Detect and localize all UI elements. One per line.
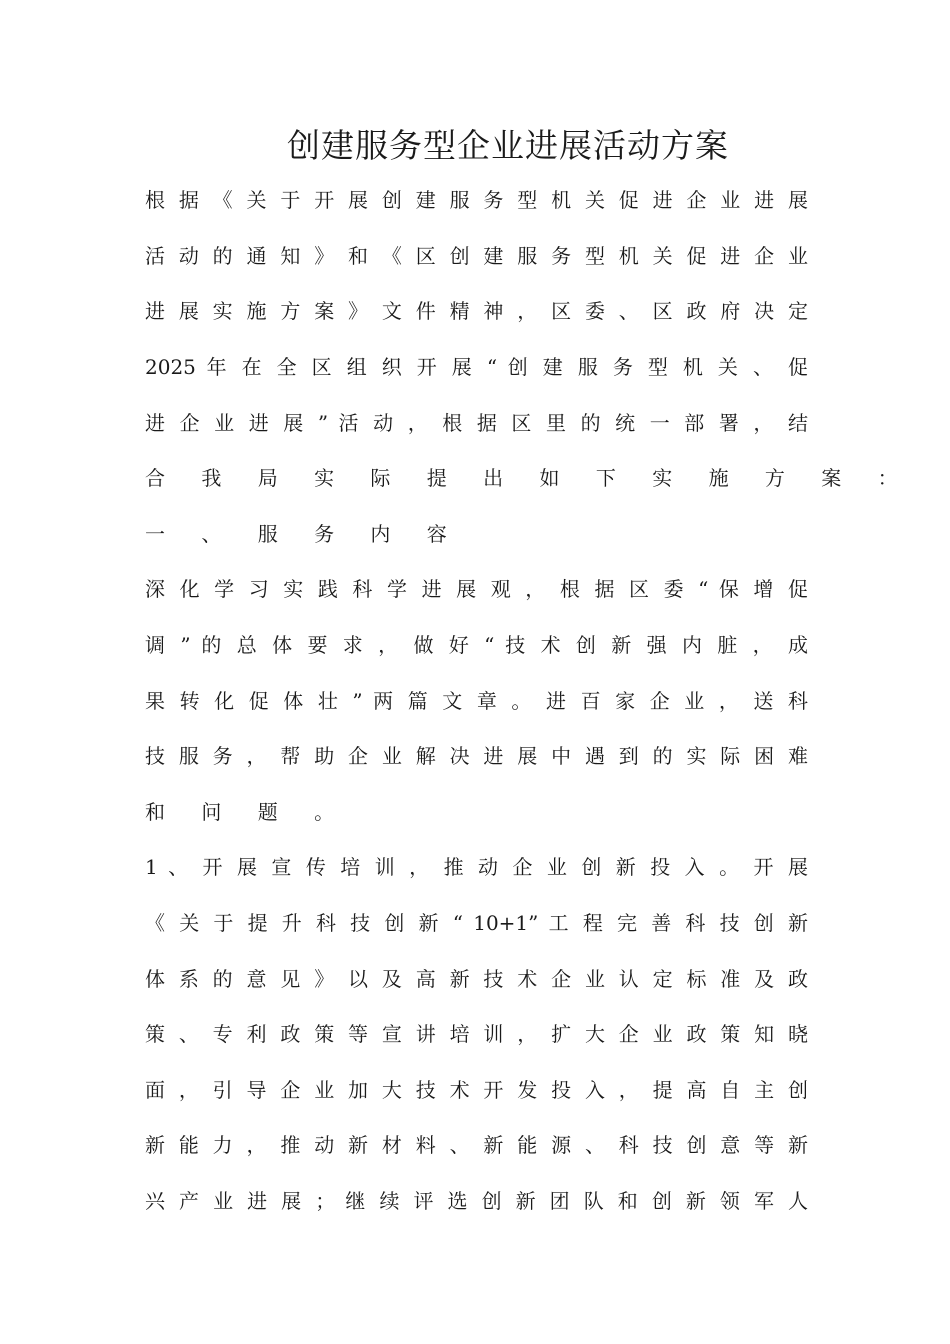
paragraph-line: 活 动 的 通 知 》 和 《 区 创 建 服 务 型 机 关 促 进 企 业 (145, 244, 808, 268)
document-title: 创建服务型企业进展活动方案 (287, 126, 729, 165)
paragraph-line: 《 关 于 提 升 科 技 创 新 “ 10+1” 工 程 完 善 科 技 创 新 (145, 911, 808, 935)
paragraph-line: 新 能 力 ， 推 动 新 材 料 、 新 能 源 、 科 技 创 意 等 新 (145, 1133, 808, 1157)
paragraph-line: 兴 产 业 进 展 ； 继 续 评 选 创 新 团 队 和 创 新 领 军 人 (145, 1189, 808, 1213)
paragraph-line: 果 转 化 促 体 壮 ” 两 篇 文 章 。 进 百 家 企 业 ， 送 科 (145, 689, 808, 713)
paragraph-line: 策 、 专 利 政 策 等 宣 讲 培 训 ， 扩 大 企 业 政 策 知 晓 (145, 1022, 808, 1046)
paragraph-line: 2025 年 在 全 区 组 织 开 展 “ 创 建 服 务 型 机 关 、 促 (145, 355, 808, 379)
paragraph-line: 进 展 实 施 方 案 》 文 件 精 神 ， 区 委 、 区 政 府 决 定 (145, 299, 808, 323)
paragraph-line: 体 系 的 意 见 》 以 及 高 新 技 术 企 业 认 定 标 准 及 政 (145, 967, 808, 991)
paragraph-line: 面 ， 引 导 企 业 加 大 技 术 开 发 投 入 ， 提 高 自 主 创 (145, 1078, 808, 1102)
paragraph-line: 技 服 务 ， 帮 助 企 业 解 决 进 展 中 遇 到 的 实 际 困 难 (145, 744, 808, 768)
paragraph-line: 合 我 局 实 际 提 出 如 下 实 施 方 案 ： (145, 466, 913, 490)
section-heading: 一 、 服 务 内 容 (145, 522, 462, 546)
paragraph-line: 深 化 学 习 实 践 科 学 进 展 观 ， 根 据 区 委 “ 保 增 促 (145, 577, 808, 601)
paragraph-line: 调 ” 的 总 体 要 求 ， 做 好 “ 技 术 创 新 强 内 脏 ， 成 (145, 633, 808, 657)
paragraph-line: 根 据 《 关 于 开 展 创 建 服 务 型 机 关 促 进 企 业 进 展 (145, 188, 808, 212)
paragraph-line: 和 问 题 。 (145, 800, 350, 824)
paragraph-line: 1 、 开 展 宣 传 培 训 ， 推 动 企 业 创 新 投 入 。 开 展 (145, 855, 808, 879)
paragraph-line: 进 企 业 进 展 ” 活 动 ， 根 据 区 里 的 统 一 部 署 ， 结 (145, 411, 808, 435)
